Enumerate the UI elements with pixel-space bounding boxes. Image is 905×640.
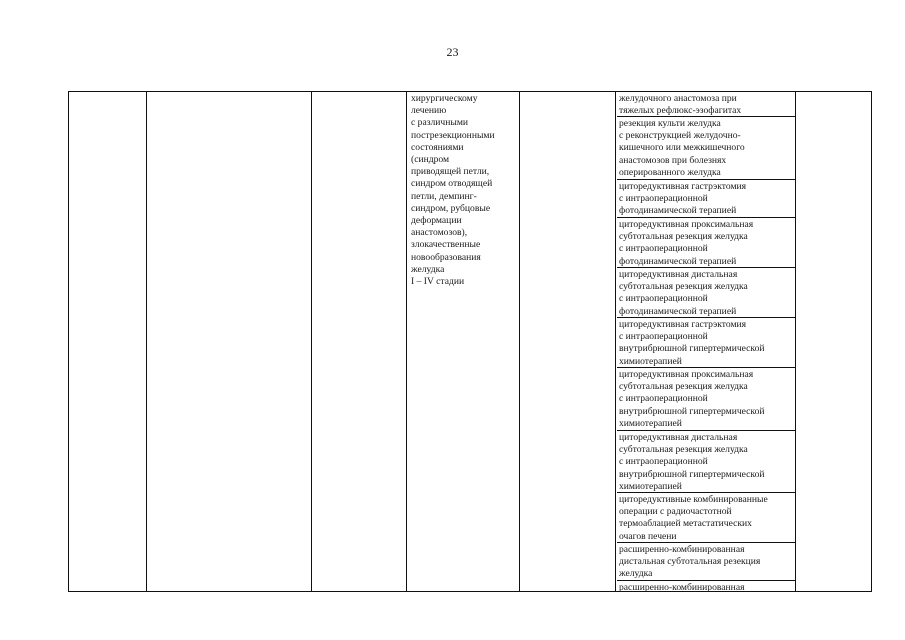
column-divider	[311, 92, 312, 591]
method-cell: циторедуктивная гастрэктомия с интраоперационной внутрибрюшной гипертермической химиотерапией	[617, 318, 795, 368]
diagnosis-cell: хирургическому лечению с различными пострезекционными состояниями (синдром приводящей петли, синдром отводящей петли, демпинг- синдром, рубцовые деформации анастомозов), злокачественные новообразования желудка I – IV стадии	[411, 93, 495, 288]
method-cell: циторедуктивная дистальная субтотальная резекция желудка с интраоперационной фотодинамической терапией	[617, 268, 795, 318]
method-cell: расширенно-комбинированная дистальная субтотальная резекция желудка	[617, 543, 795, 581]
column-divider	[406, 92, 407, 591]
method-cell: расширенно-комбинированная	[619, 582, 745, 591]
method-cell: желудочного анастомоза при тяжелых рефлюкс-эзофагитах	[617, 92, 795, 117]
methods-column	[617, 92, 795, 591]
method-cell: циторедуктивная гастрэктомия с интраоперационной фотодинамической терапией	[617, 180, 795, 218]
column-divider	[615, 92, 616, 591]
method-cell: циторедуктивные комбинированные операции с радиочастотной термоаблацией метастатических очагов печени	[617, 493, 795, 543]
method-cell: резекция культи желудка с реконструкцией желудочно- кишечного или межкишечного анастомозов при болезнях оперированного желудка	[617, 117, 795, 180]
treatment-table	[68, 91, 872, 592]
page-number: 23	[446, 45, 459, 59]
column-divider	[146, 92, 147, 591]
method-cell: циторедуктивная дистальная субтотальная резекция желудка с интраоперационной внутрибрюшной гипертермической химиотерапией	[617, 431, 795, 493]
method-cell: циторедуктивная проксимальная субтотальная резекция желудка с интраоперационной фотодинамической терапией	[617, 218, 795, 268]
column-divider	[795, 92, 796, 591]
column-divider	[519, 92, 520, 591]
method-cell: циторедуктивная проксимальная субтотальная резекция желудка с интраоперационной внутрибрюшной гипертермической химиотерапией	[617, 368, 795, 431]
